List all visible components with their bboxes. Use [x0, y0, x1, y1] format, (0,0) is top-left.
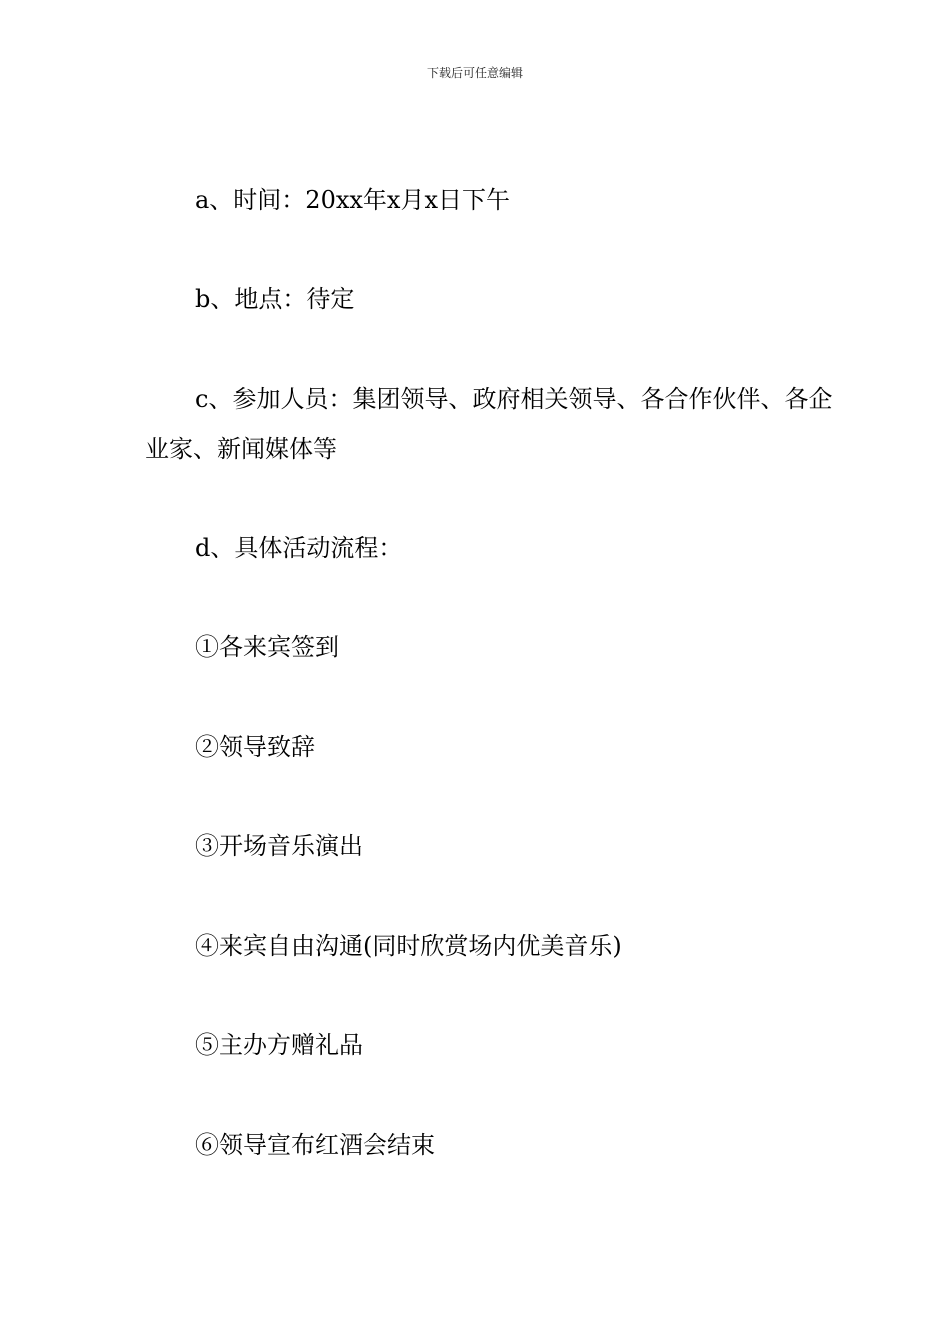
- list-item-closing: ⑥领导宣布红酒会结束: [195, 1131, 435, 1159]
- list-item-free-communication: ④来宾自由沟通(同时欣赏场内优美音乐): [195, 932, 622, 960]
- paragraph-process-heading: d、具体活动流程：: [195, 534, 403, 562]
- list-item-sign-in: ①各来宾签到: [195, 633, 339, 661]
- page-header: 下载后可任意编辑: [426, 66, 523, 80]
- list-item-opening-music: ③开场音乐演出: [195, 832, 363, 860]
- paragraph-time: a、时间：20xx年x月x日下午: [195, 186, 510, 214]
- paragraph-attendees: c、参加人员：集团领导、政府相关领导、各合作伙伴、各企业家、新闻媒体等: [145, 385, 833, 463]
- list-item-gifts: ⑤主办方赠礼品: [195, 1031, 363, 1059]
- paragraph-location: b、地点：待定: [195, 285, 355, 313]
- list-item-leader-speech: ②领导致辞: [195, 733, 315, 761]
